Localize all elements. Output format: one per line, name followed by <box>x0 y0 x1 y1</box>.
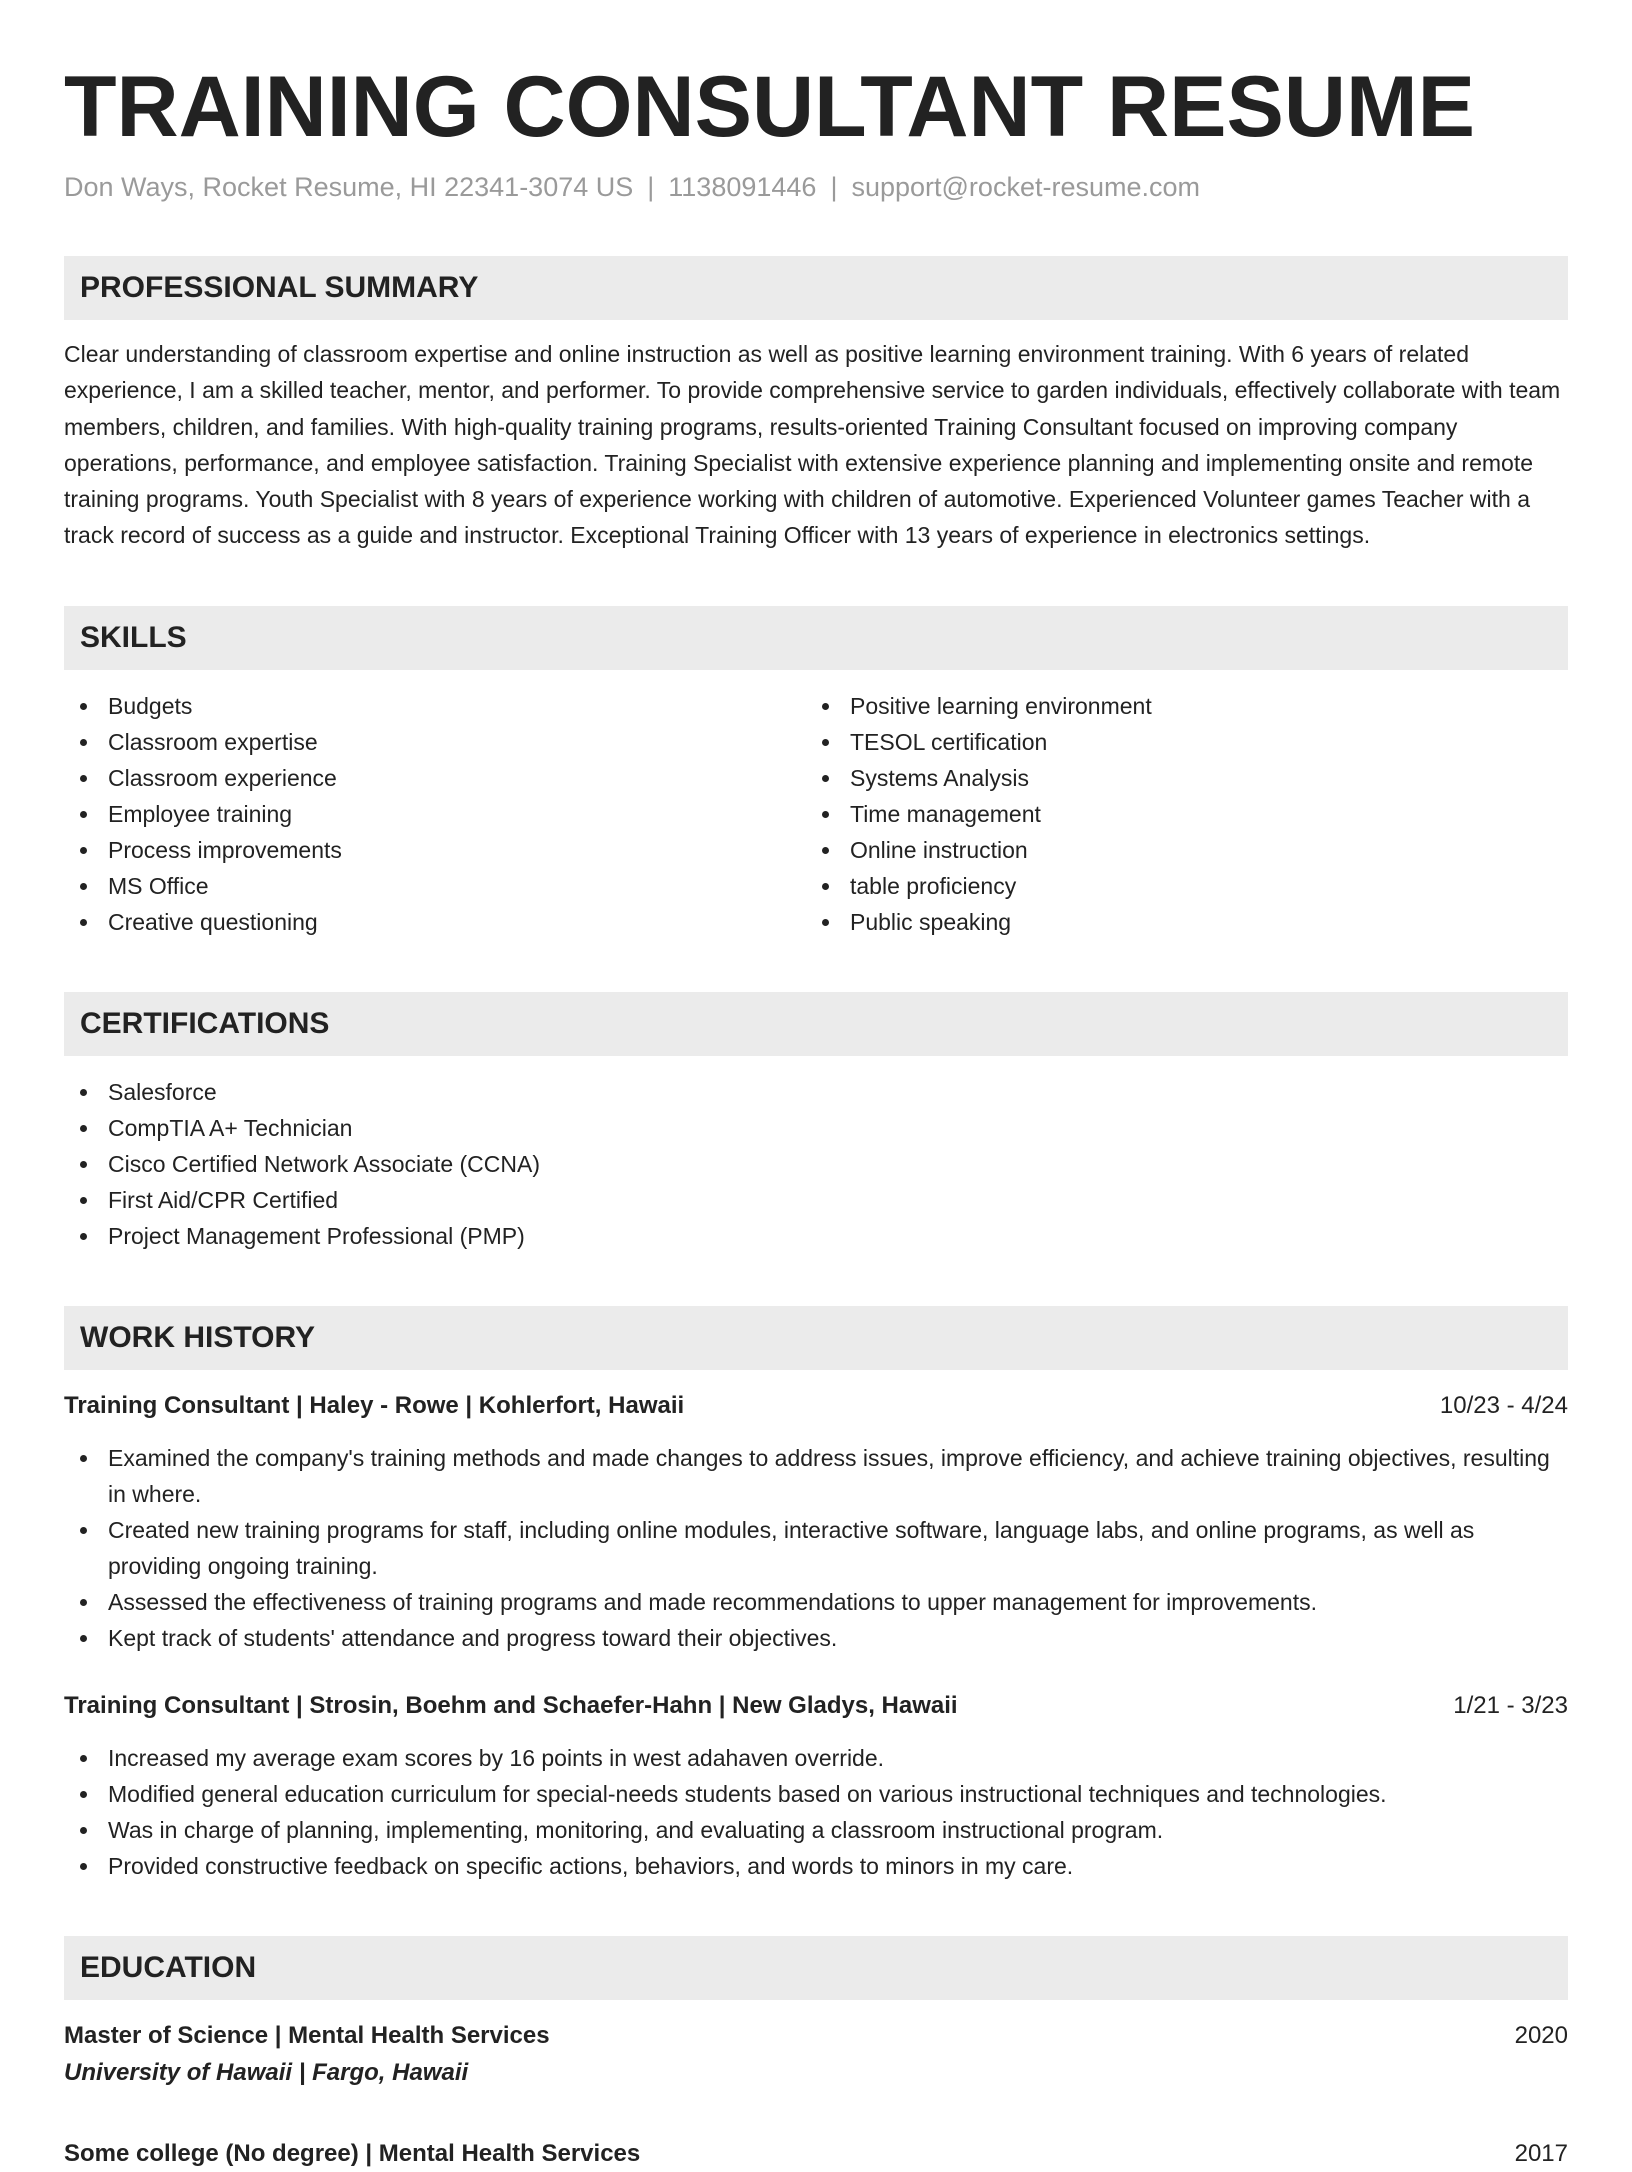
certification-item: CompTIA A+ Technician <box>64 1110 1568 1146</box>
skill-item: Creative questioning <box>64 904 806 940</box>
certification-item: Project Management Professional (PMP) <box>64 1218 1568 1254</box>
skill-item: Employee training <box>64 796 806 832</box>
education-header <box>64 2136 1568 2172</box>
certification-list <box>64 1074 1568 1254</box>
skill-item: Positive learning environment <box>806 688 1548 724</box>
job-bullet-list <box>64 1740 1568 1884</box>
contact-phone: 1138091446 <box>668 172 817 202</box>
job-header <box>64 1688 1568 1724</box>
job-bullet-list <box>64 1440 1568 1656</box>
job-bullet: Created new training programs for staff, including online modules, interactive software, language labs, and online programs, as well as providing ongoing training. <box>64 1512 1568 1584</box>
education-header <box>64 2018 1568 2054</box>
skill-item: MS Office <box>64 868 806 904</box>
resume-page <box>64 0 1568 2172</box>
section-heading-summary: PROFESSIONAL SUMMARY <box>64 256 1568 320</box>
education-year: 2017 <box>1514 2139 1568 2167</box>
education-entry <box>64 2136 1568 2172</box>
job-header <box>64 1388 1568 1424</box>
section-heading-work-history: WORK HISTORY <box>64 1306 1568 1370</box>
skill-item: Classroom experience <box>64 760 806 796</box>
skill-item: Systems Analysis <box>806 760 1548 796</box>
job-title: Training Consultant | Haley - Rowe | Kohlerfort, Hawaii <box>64 1391 685 1419</box>
job-bullet: Modified general education curriculum for special-needs students based on various instructional techniques and technologies. <box>64 1776 1568 1812</box>
job-bullet: Kept track of students' attendance and progress toward their objectives. <box>64 1620 1568 1656</box>
contact-address: Don Ways, Rocket Resume, HI 22341-3074 US <box>64 172 634 202</box>
skill-item: Classroom expertise <box>64 724 806 760</box>
skills-list-left <box>64 688 806 940</box>
job-entry <box>64 1688 1568 1884</box>
certification-item: Salesforce <box>64 1074 1568 1110</box>
skill-item: Time management <box>806 796 1548 832</box>
summary-paragraph: Clear understanding of classroom expertise and online instruction as well as positive learning environment training. With 6 years of related experience, I am a skilled teacher, mentor, and performer. To provide comprehensive service to garden individuals, effectively collaborate with team members, children, and families. With high-quality training programs, results-oriented Training Consultant focused on improving company operations, performance, and employee satisfaction. Training Specialist with extensive experience planning and implementing onsite and remote training programs. Youth Specialist with 8 years of experience working with children of automotive. Experienced Volunteer games Teacher with a track record of success as a guide and instructor. Exceptional Training Officer with 13 years of experience in electronics settings. <box>64 341 1561 549</box>
job-bullet: Assessed the effectiveness of training programs and made recommendations to upper management for improvements. <box>64 1584 1568 1620</box>
contact-email: support@rocket-resume.com <box>851 172 1200 202</box>
resume-title: TRAINING CONSULTANT RESUME <box>64 59 1475 155</box>
skills-list-right <box>806 688 1548 940</box>
skill-item: table proficiency <box>806 868 1548 904</box>
job-dates: 10/23 - 4/24 <box>1439 1391 1568 1419</box>
contact-separator: | <box>647 172 655 202</box>
job-bullet: Was in charge of planning, implementing, monitoring, and evaluating a classroom instructional program. <box>64 1812 1568 1848</box>
skill-item: Process improvements <box>64 832 806 868</box>
section-heading-skills: SKILLS <box>64 606 1568 670</box>
job-bullet: Increased my average exam scores by 16 points in west adahaven override. <box>64 1740 1568 1776</box>
education-degree: Master of Science | Mental Health Services <box>64 2021 550 2049</box>
job-bullet: Examined the company's training methods and made changes to address issues, improve efficiency, and achieve training objectives, resulting in where. <box>64 1440 1568 1512</box>
certification-item: First Aid/CPR Certified <box>64 1182 1568 1218</box>
skill-item: Public speaking <box>806 904 1548 940</box>
job-entry <box>64 1388 1568 1656</box>
education-entry <box>64 2018 1568 2092</box>
job-dates: 1/21 - 3/23 <box>1453 1691 1568 1719</box>
skill-item: TESOL certification <box>806 724 1548 760</box>
education-school: University of Hawaii | Fargo, Hawaii <box>64 2058 469 2086</box>
education-degree: Some college (No degree) | Mental Health Services <box>64 2139 641 2167</box>
section-heading-certifications: CERTIFICATIONS <box>64 992 1568 1056</box>
contact-line <box>64 170 1568 204</box>
job-bullet: Provided constructive feedback on specific actions, behaviors, and words to minors in my care. <box>64 1848 1568 1884</box>
skill-item: Online instruction <box>806 832 1548 868</box>
skill-item: Budgets <box>64 688 806 724</box>
education-year: 2020 <box>1514 2021 1568 2049</box>
contact-separator: | <box>830 172 838 202</box>
section-heading-education: EDUCATION <box>64 1936 1568 2000</box>
skills-grid <box>64 688 1568 940</box>
job-title: Training Consultant | Strosin, Boehm and Schaefer-Hahn | New Gladys, Hawaii <box>64 1691 958 1719</box>
certification-item: Cisco Certified Network Associate (CCNA) <box>64 1146 1568 1182</box>
